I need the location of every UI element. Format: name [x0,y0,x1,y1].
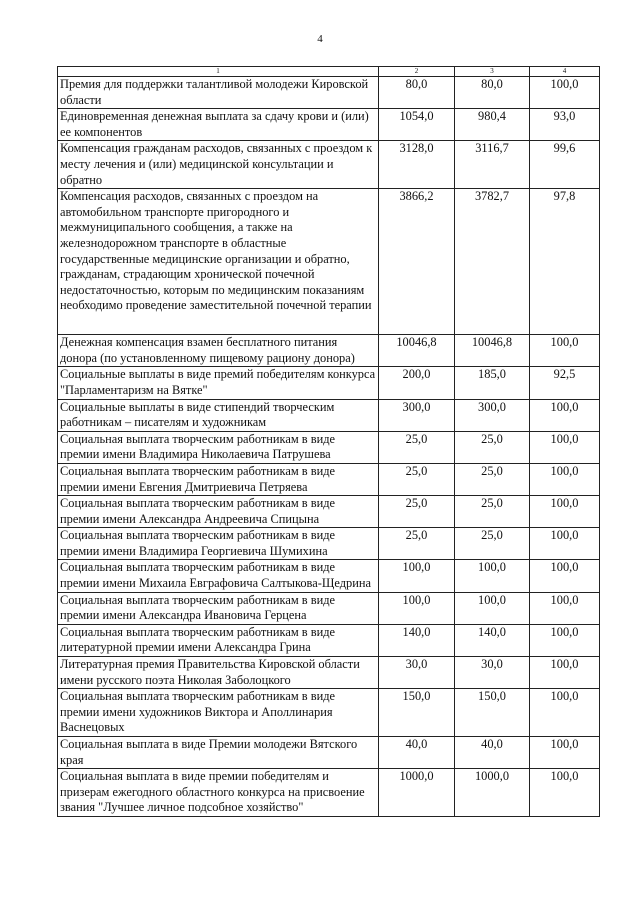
column-header: 4 [530,67,600,77]
row-name-cell: Премия для поддержки талантливой молодежи Кировской области [58,77,379,109]
table-row [58,689,600,737]
table-header-row [58,67,600,77]
actual-value-cell: 980,4 [455,109,530,141]
row-name-cell: Литературная премия Правительства Кировской области имени русского поэта Николая Заболоцкого [58,657,379,689]
row-name-cell: Компенсация расходов, связанных с проездом на автомобильном транспорте пригородного и межмуниципального сообщения, а также на железнодорожном транспорте в областные государственные медицинские организации и обратно, гражданам, страдающим хронической почечной недостаточностью, которым по медицинским показаниям необходимо проведение заместительной почечной терапии [58,189,379,335]
column-header: 3 [455,67,530,77]
table-row [58,560,600,592]
table-row [58,496,600,528]
actual-value-cell: 40,0 [455,737,530,769]
actual-value-cell: 100,0 [455,592,530,624]
table-row [58,657,600,689]
planned-value-cell: 3866,2 [379,189,455,335]
planned-value-cell: 150,0 [379,689,455,737]
table-row [58,592,600,624]
execution-percent-cell: 99,6 [530,141,600,189]
actual-value-cell: 30,0 [455,657,530,689]
table-row [58,189,600,335]
execution-percent-cell: 100,0 [530,463,600,495]
row-name-cell: Социальные выплаты в виде стипендий творческим работникам – писателям и художникам [58,399,379,431]
actual-value-cell: 3116,7 [455,141,530,189]
execution-percent-cell: 93,0 [530,109,600,141]
execution-percent-cell: 100,0 [530,737,600,769]
actual-value-cell: 3782,7 [455,189,530,335]
planned-value-cell: 25,0 [379,431,455,463]
table-row [58,528,600,560]
row-name-cell: Социальная выплата в виде Премии молодежи Вятского края [58,737,379,769]
row-name-cell: Единовременная денежная выплата за сдачу крови и (или) ее компонентов [58,109,379,141]
table-row [58,624,600,656]
table-row [58,77,600,109]
actual-value-cell: 25,0 [455,463,530,495]
column-header: 1 [58,67,379,77]
row-name-cell: Компенсация гражданам расходов, связанных с проездом к месту лечения и (или) медицинской консультации и обратно [58,141,379,189]
actual-value-cell: 25,0 [455,528,530,560]
planned-value-cell: 1000,0 [379,769,455,817]
actual-value-cell: 1000,0 [455,769,530,817]
table-row [58,399,600,431]
planned-value-cell: 25,0 [379,528,455,560]
table-row [58,367,600,399]
row-name-cell: Социальная выплата творческим работникам в виде премии имени Владимира Николаевича Патрушева [58,431,379,463]
table-row [58,335,600,367]
row-name-cell: Социальная выплата творческим работникам в виде премии имени Евгения Дмитриевича Петряева [58,463,379,495]
actual-value-cell: 10046,8 [455,335,530,367]
execution-percent-cell: 100,0 [530,399,600,431]
actual-value-cell: 185,0 [455,367,530,399]
planned-value-cell: 140,0 [379,624,455,656]
row-name-cell: Социальная выплата творческим работникам в виде премии имени Александра Ивановича Герцена [58,592,379,624]
planned-value-cell: 100,0 [379,560,455,592]
table-row [58,463,600,495]
row-name-cell: Социальная выплата творческим работникам в виде премии имени художников Виктора и Аполлинария Васнецовых [58,689,379,737]
planned-value-cell: 80,0 [379,77,455,109]
actual-value-cell: 80,0 [455,77,530,109]
budget-table [57,66,600,817]
table-row [58,109,600,141]
execution-percent-cell: 100,0 [530,592,600,624]
planned-value-cell: 40,0 [379,737,455,769]
execution-percent-cell: 100,0 [530,689,600,737]
execution-percent-cell: 100,0 [530,431,600,463]
planned-value-cell: 3128,0 [379,141,455,189]
execution-percent-cell: 100,0 [530,528,600,560]
table-row [58,737,600,769]
planned-value-cell: 30,0 [379,657,455,689]
row-name-cell: Денежная компенсация взамен бесплатного питания донора (по установленному пищевому рациону донора) [58,335,379,367]
actual-value-cell: 25,0 [455,431,530,463]
execution-percent-cell: 92,5 [530,367,600,399]
execution-percent-cell: 100,0 [530,657,600,689]
row-name-cell: Социальная выплата творческим работникам в виде премии имени Михаила Евграфовича Салтыкова-Щедрина [58,560,379,592]
page-number: 4 [317,33,323,45]
row-name-cell: Социальная выплата творческим работникам в виде премии имени Александра Андреевича Спицына [58,496,379,528]
planned-value-cell: 100,0 [379,592,455,624]
execution-percent-cell: 100,0 [530,496,600,528]
planned-value-cell: 10046,8 [379,335,455,367]
actual-value-cell: 25,0 [455,496,530,528]
table-row [58,431,600,463]
row-name-cell: Социальная выплата творческим работникам в виде литературной премии имени Александра Грина [58,624,379,656]
execution-percent-cell: 100,0 [530,560,600,592]
planned-value-cell: 25,0 [379,496,455,528]
planned-value-cell: 300,0 [379,399,455,431]
planned-value-cell: 1054,0 [379,109,455,141]
actual-value-cell: 100,0 [455,560,530,592]
column-header: 2 [379,67,455,77]
planned-value-cell: 200,0 [379,367,455,399]
row-name-cell: Социальные выплаты в виде премий победителям конкурса "Парламентаризм на Вятке" [58,367,379,399]
actual-value-cell: 300,0 [455,399,530,431]
execution-percent-cell: 100,0 [530,769,600,817]
actual-value-cell: 140,0 [455,624,530,656]
table-row [58,141,600,189]
execution-percent-cell: 100,0 [530,77,600,109]
execution-percent-cell: 100,0 [530,624,600,656]
execution-percent-cell: 100,0 [530,335,600,367]
actual-value-cell: 150,0 [455,689,530,737]
row-name-cell: Социальная выплата творческим работникам в виде премии имени Владимира Георгиевича Шумихина [58,528,379,560]
table-row [58,769,600,817]
planned-value-cell: 25,0 [379,463,455,495]
execution-percent-cell: 97,8 [530,189,600,335]
budget-table-body [58,67,600,817]
row-name-cell: Социальная выплата в виде премии победителям и призерам ежегодного областного конкурса на присвоение звания "Лучшее личное подсобное хозяйство" [58,769,379,817]
